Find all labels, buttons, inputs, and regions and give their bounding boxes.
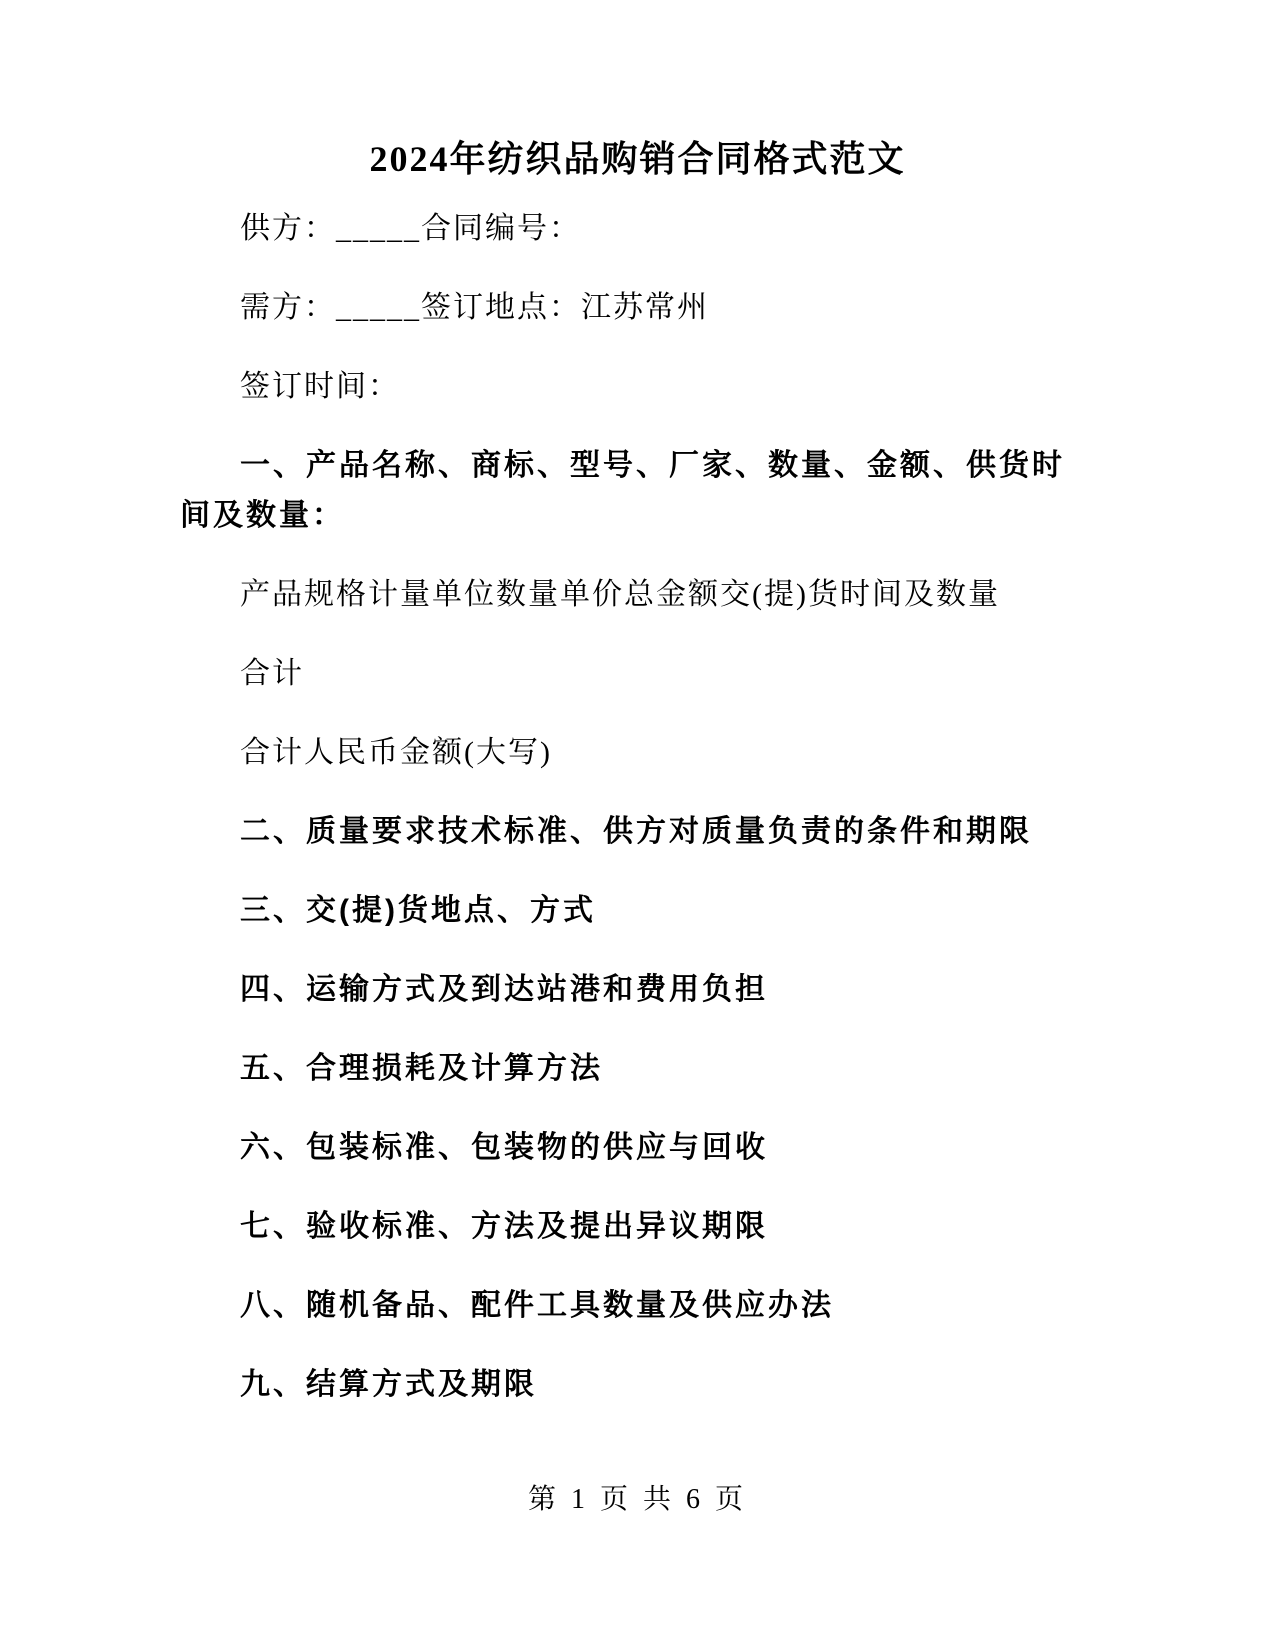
line-supplier: 供方：_____合同编号： — [240, 212, 581, 245]
section-9-settlement-heading: 九、结算方式及期限 — [240, 1368, 537, 1401]
line-signing-time: 签订时间： — [240, 370, 400, 403]
line-total: 合计 — [240, 657, 304, 690]
document-content — [180, 136, 1095, 1439]
line-buyer: 需方：_____签订地点：江苏常州 — [240, 291, 709, 324]
section-2-quality-heading: 二、质量要求技术标准、供方对质量负责的条件和期限 — [240, 815, 1032, 848]
section-7-inspection-heading: 七、验收标准、方法及提出异议期限 — [240, 1210, 768, 1243]
section-3-delivery-heading: 三、交(提)货地点、方式 — [240, 894, 596, 927]
section-4-transport-heading: 四、运输方式及到达站港和费用负担 — [240, 973, 768, 1006]
section-1-products-heading: 一、产品名称、商标、型号、厂家、数量、金额、供货时间及数量： — [180, 449, 1065, 532]
section-5-loss-heading: 五、合理损耗及计算方法 — [240, 1052, 603, 1085]
section-6-packaging-heading: 六、包装标准、包装物的供应与回收 — [240, 1131, 768, 1164]
page-number-indicator: 第 1 页 共 6 页 — [527, 1484, 747, 1515]
document-title: 2024年纺织品购销合同格式范文 — [369, 139, 906, 179]
line-product-spec-header: 产品规格计量单位数量单价总金额交(提)货时间及数量 — [240, 578, 1000, 611]
section-8-spare-parts-heading: 八、随机备品、配件工具数量及供应办法 — [240, 1289, 834, 1322]
line-total-amount-words: 合计人民币金额(大写) — [240, 736, 552, 769]
